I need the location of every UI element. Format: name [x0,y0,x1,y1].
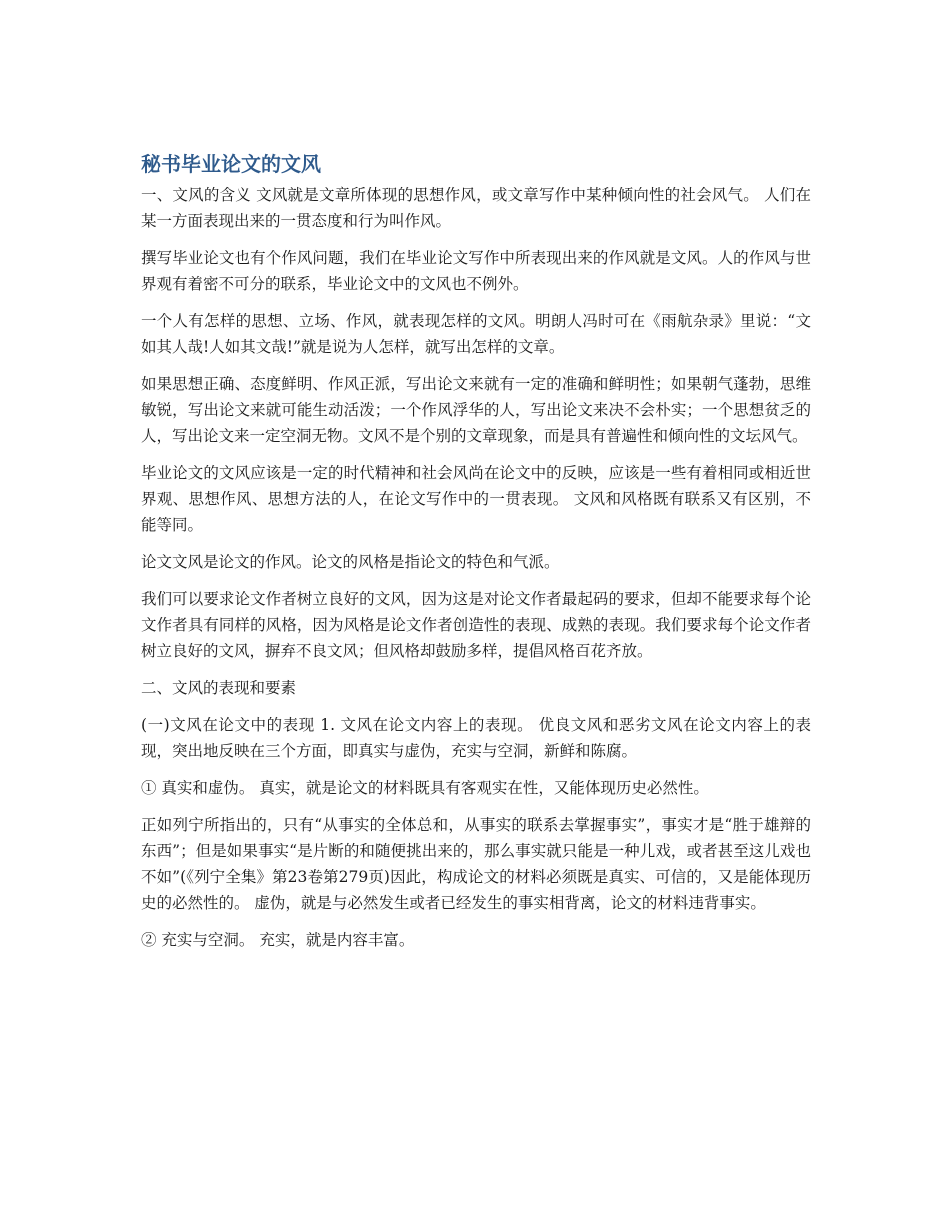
document-title: 秘书毕业论文的文风 [141,152,321,176]
paragraph-thought-and-writing: 如果思想正确、态度鲜明、作风正派，写出论文来就有一定的准确和鲜明性；如果朝气蓬勃，思维敏锐，写出论文来就可能生动活泼；一个作风浮华的人，写出论文来决不会朴实；一个思想贫乏的人，写出论文来一定空洞无物。文风不是个别的文章现象，而是具有普遍性和倾向性的文坛风气。 [141,375,811,445]
document-page [141,148,811,964]
paragraph-substance-and-emptiness: ② 充实与空洞。 充实，就是内容丰富。 [141,931,415,949]
paragraph-person-and-style: 一个人有怎样的思想、立场、作风，就表现怎样的文风。明朗人冯时可在《雨航杂录》里说：“文如其人哉!人如其文哉!”就是说为人怎样，就写出怎样的文章。 [141,312,811,356]
paragraph-content-expression: (一)文风在论文中的表现 1. 文风在论文内容上的表现。 优良文风和恶劣文风在论文内容上的表现，突出地反映在三个方面，即真实与虚伪，充实与空洞，新鲜和陈腐。 [141,716,811,760]
paragraph-truth-and-falsehood: ① 真实和虚伪。 真实，就是论文的材料既具有客观实在性，又能体现历史必然性。 [141,779,709,797]
paragraph-era-spirit: 毕业论文的文风应该是一定的时代精神和社会风尚在论文中的反映，应该是一些有着相同或相近世界观、思想作风、思想方法的人，在论文写作中的一贯表现。 文风和风格既有联系又有区别，不能等同。 [141,464,811,534]
paragraph-lenin-quote: 正如列宁所指出的，只有“从事实的全体总和，从事实的联系去掌握事实”，事实才是“胜于雄辩的东西”；但是如果事实“是片断的和随便挑出来的，那么事实就只能是一种儿戏，或者甚至这儿戏也不如”(《列宁全集》第23卷第279页)因此，构成论文的材料必须既是真实、可信的，又是能体现历史的必然性的。 虚伪，就是与必然发生或者已经发生的事实相背离，论文的材料违背事实。 [141,816,811,912]
section-heading-two: 二、文风的表现和要素 [141,679,297,697]
paragraph-style-vs-manner: 论文文风是论文的作风。论文的风格是指论文的特色和气派。 [141,553,560,571]
paragraph-thesis-style: 撰写毕业论文也有个作风问题，我们在毕业论文写作中所表现出来的作风就是文风。人的作风与世界观有着密不可分的联系，毕业论文中的文风也不例外。 [141,249,811,293]
paragraph-definition: 一、文风的含义 文风就是文章所体现的思想作风，或文章写作中某种倾向性的社会风气。 人们在某一方面表现出来的一贯态度和行为叫作风。 [141,186,811,230]
paragraph-requirements: 我们可以要求论文作者树立良好的文风，因为这是对论文作者最起码的要求，但却不能要求每个论文作者具有同样的风格，因为风格是论文作者创造性的表现、成熟的表现。我们要求每个论文作者树立良好的文风，摒弃不良文风；但风格却鼓励多样，提倡风格百花齐放。 [141,590,811,660]
